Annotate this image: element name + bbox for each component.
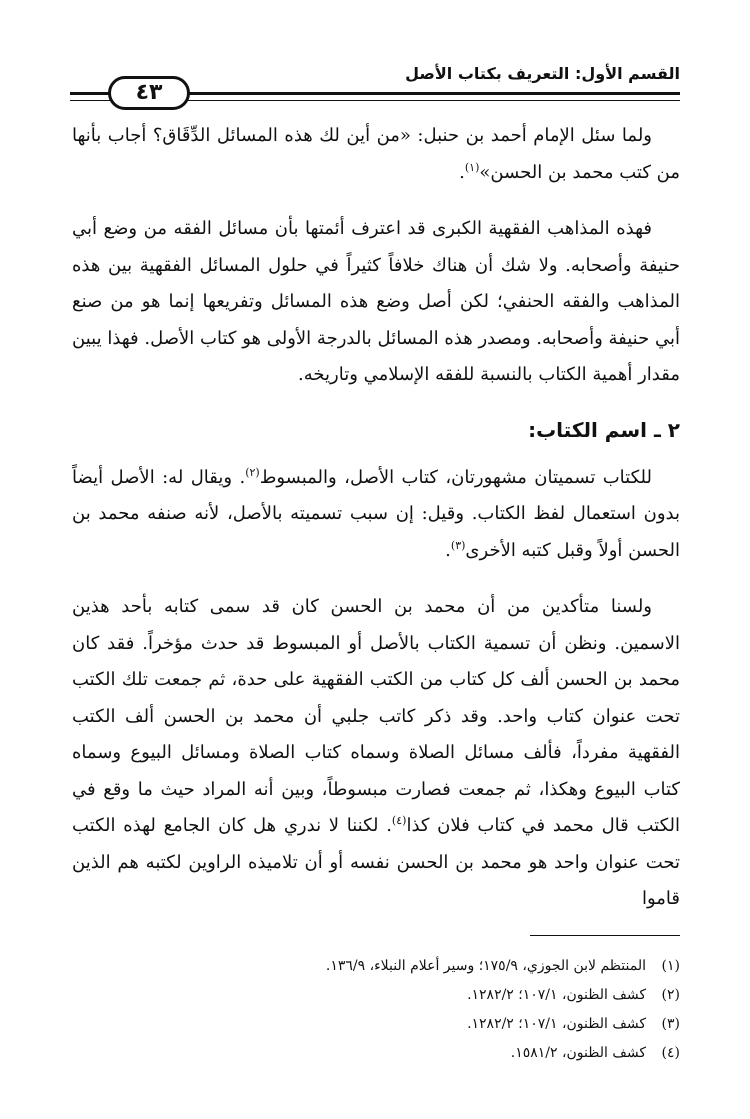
header-rule-thin [175,100,680,101]
page-header [70,52,680,112]
footnote-text: المنتظم لابن الجوزي، ١٧٥/٩؛ وسير أعلام النبلاء، ١٣٦/٩. [325,958,646,974]
paragraph-3-text-a: للكتاب تسميتان مشهورتان، كتاب الأصل، والمبسوط [259,466,652,488]
paragraph-1-text: ولما سئل الإمام أحمد بن حنبل: «من أين لك هذه المسائل الدِّقَاق؟ أجاب بأنها من كتب محمد بن الحسن» [72,125,680,183]
paragraph-3 [72,460,680,570]
header-rule-thick [175,92,680,95]
footnote-text: كشف الظنون، ١٠٧/١؛ ١٢٨٢/٢. [467,987,646,1003]
footnote-ref-3[interactable]: (٣) [450,538,466,552]
footnote-number: (٣) [661,1016,680,1032]
footnote-item [100,1010,680,1039]
header-rule-left-thin [70,100,110,101]
paragraph-4-text-a: ولسنا متأكدين من أن محمد بن الحسن كان قد سمى كتابه بأحد هذين الاسمين. ونظن أن تسمية الكتاب بالأصل أو المبسوط قد حدث مؤخراً. فقد كان محمد بن الحسن ألف كل كتاب من الكتب الفقهية على حدة، ثم جمعت تلك الكتب تحت عنوان كتاب واحد. وقد ذكر كاتب جلبي أن محمد بن الحسن ألف الكتب الفقهية مفرداً، فألف مسائل الصلاة وسماه كتاب الصلاة ومسائل البيوع وسماه كتاب البيوع وهكذا، ثم جمعت فصارت مبسوطاً، وبين أنه المراد حيث ما وقع في الكتب قال محمد في كتاب فلان كذا [72,596,681,836]
footnote-separator [530,935,680,936]
footnote-item [100,1039,680,1068]
footnote-number: (٤) [661,1045,680,1061]
header-rule-left-thick [70,92,110,95]
page-number-badge [108,76,190,110]
paragraph-1-end: . [459,161,465,183]
footnote-ref-2[interactable]: (٢) [245,465,260,479]
footnotes [100,952,680,1068]
footnote-number: (٢) [661,987,680,1003]
footnote-ref-4[interactable]: (٤) [391,814,407,827]
section-heading: ٢ ـ اسم الكتاب: [528,417,680,442]
footnote-item [100,981,680,1010]
footnote-text: كشف الظنون، ١٠٧/١؛ ١٢٨٢/٢. [467,1016,646,1032]
footnote-item [100,952,680,981]
footnote-text: كشف الظنون، ١٥٨١/٢. [510,1045,646,1061]
paragraph-4 [72,589,680,918]
paragraph-2: فهذه المذاهب الفقهية الكبرى قد اعترف أئمتها بأن مسائل الفقه من وضع أبي حنيفة وأصحابه. ولا شك أن هناك خلافاً كثيراً في حلول المسائل الفقهية بين هذه المذاهب والفقه الحنفي؛ لكن أصل وضع هذه المسائل وتفريعها إنما هو من صنع أبي حنيفة وأصحابه. ومصدر هذه المسائل بالدرجة الأولى هو كتاب الأصل. فهذا يبين مقدار أهمية الكتاب بالنسبة للفقه الإسلامي وتاريخه. [72,218,680,385]
paragraph-4-text-b: . لكننا لا ندري هل كان الجامع لهذه الكتب تحت عنوان واحد هو محمد بن الحسن نفسه أو أن تلاميذه الراوين لكتبه هم الذين قاموا [72,815,680,909]
paragraph-3-end: . [445,539,451,561]
page-number: ٤٣ [135,80,163,105]
paragraph-3-text-b: . ويقال له: الأصل أيضاً بدون استعمال لفظ الكتاب. وقيل: إن سبب تسميته بالأصل، لأنه صنفه محمد بن الحسن أولاً وقبل كتبه الأخرى [72,466,680,561]
footnote-number: (١) [661,958,680,974]
paragraph-1 [72,118,680,191]
main-text [72,118,680,938]
footnote-ref-1[interactable]: (١) [464,160,480,174]
running-title: القسم الأول: التعريف بكتاب الأصل [405,64,680,83]
